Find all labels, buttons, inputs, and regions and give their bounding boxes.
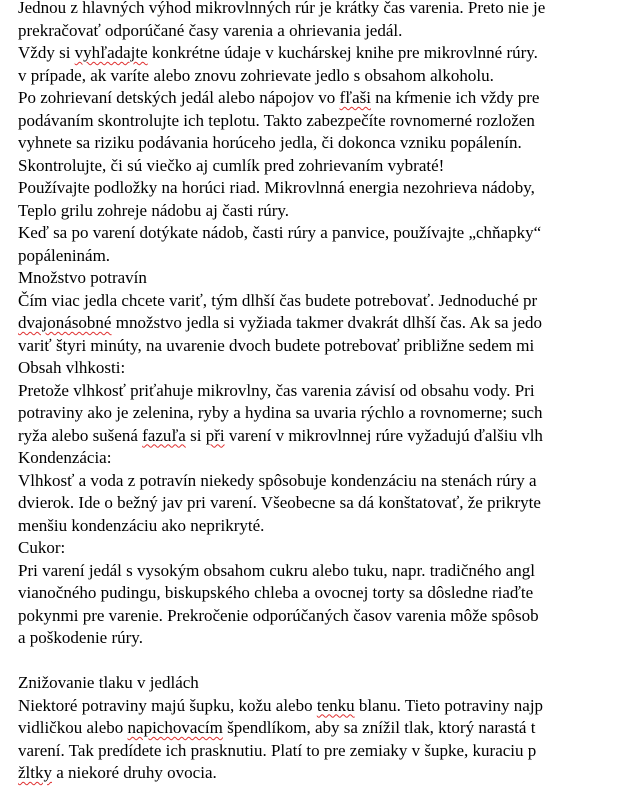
text-run: Niektoré potraviny majú šupku, kožu alebo [18, 695, 317, 715]
text-line [18, 402, 542, 424]
text-run: varení. Tak predídete ich prasknutiu. Platí to pre zemiaky v šupke, kuraciu p [18, 740, 537, 760]
text-run: a niekoré druhy ovocia. [52, 763, 217, 782]
text-line [18, 537, 65, 559]
text-line [18, 110, 535, 132]
text-line [18, 312, 542, 334]
spellcheck-flagged-word: napichovacím [127, 718, 223, 737]
text-line [18, 200, 289, 222]
text-run: špendlíkom, aby sa znížil tlak, ktorý narastá t [222, 718, 536, 737]
spellcheck-flagged-word: při [205, 425, 225, 445]
text-line [18, 335, 534, 357]
text-line [18, 380, 535, 402]
text-run: Po zohrievaní detských jedál alebo nápojov vo [18, 88, 340, 107]
text-run: variť štyri minúty, na uvarenie dvoch budete potrebovať približne sedem mi [18, 335, 535, 355]
text-run: Čím viac jedla chcete variť, tým dlhší čas budete potrebovať. Jednoduché pr [18, 290, 538, 310]
text-run: na kŕmenie ich vždy pre [370, 88, 540, 107]
text-line [18, 605, 539, 627]
text-run: Používajte podložky na horúci riad. Mikrovlnná energia nezohrieva nádoby, [18, 178, 535, 197]
text-line [18, 245, 110, 267]
spellcheck-flagged-word: vyhľadajte [74, 43, 148, 62]
text-line [18, 515, 264, 537]
text-line [18, 762, 217, 784]
text-run: konkrétne údaje v kuchárskej knihe pre mikrovlnné rúry. [147, 43, 538, 62]
text-line [18, 290, 537, 312]
text-run: vianočného pudingu, biskupského chleba a ovocnej torty sa dôsledne riaďte [18, 583, 534, 602]
text-run: Pri varení jedál s vysokým obsahom cukru alebo tuku, napr. tradičného angl [18, 560, 535, 580]
spellcheck-flagged-word: žltky [18, 763, 52, 782]
text-line [18, 492, 541, 514]
text-run: Vlhkosť a voda z potravín niekedy spôsobuje kondenzáciu na stenách rúry a [18, 470, 537, 490]
text-run: množstvo jedla si vyžiada takmer dvakrát dlhší čas. Ak sa jedo [111, 313, 543, 332]
text-line [18, 560, 535, 582]
spellcheck-flagged-word: tenku [316, 695, 355, 715]
text-line [18, 582, 533, 604]
text-line [18, 42, 538, 64]
text-line [18, 447, 111, 469]
text-line [18, 425, 543, 447]
text-run: Keď sa po varení dotýkate nádob, časti rúry a panvice, používajte „chňapky“ [18, 223, 542, 242]
text-line [18, 627, 143, 649]
text-run: Znižovanie tlaku v jedlách [18, 673, 199, 692]
text-run: v prípade, ak varíte alebo znovu zohrievate jedlo s obsahom alkoholu. [18, 65, 494, 85]
text-line [18, 87, 539, 109]
text-run: podávaním skontrolujte ich teplotu. Takto zabezpečíte rovnomerné rozložen [18, 110, 535, 130]
text-run: a poškodenie rúry. [18, 628, 143, 647]
text-line [18, 740, 536, 762]
text-line [18, 155, 444, 177]
text-run: blanu. Tieto potraviny najp [354, 695, 544, 715]
text-run: ryža alebo sušená [18, 425, 143, 445]
text-run: vidličkou alebo [18, 718, 128, 737]
text-line [18, 470, 537, 492]
text-run: Skontrolujte, či sú viečko aj cumlík pred zohrievaním vybraté! [18, 155, 445, 175]
text-run: Kondenzácia: [18, 448, 112, 467]
text-run: popáleninám. [18, 245, 111, 265]
text-line [18, 177, 535, 199]
text-line [18, 717, 535, 739]
spellcheck-flagged-word: fľaši [339, 88, 371, 107]
text-line [18, 672, 199, 694]
text-run: menšiu kondenzáciu ako neprikryté. [18, 515, 265, 535]
text-run: si [185, 425, 206, 445]
text-line [18, 267, 147, 289]
text-line [18, 65, 494, 87]
text-run: potraviny ako je zelenina, ryby a hydina sa uvaria rýchlo a rovnomerne; such [18, 403, 543, 422]
text-run: vyhnete sa riziku podávania horúceho jedla, či dokonca vzniku popálenín. [18, 133, 522, 152]
text-line [18, 695, 543, 717]
text-run: Cukor: [18, 538, 66, 557]
spellcheck-flagged-word: fazuľa [142, 425, 186, 445]
text-run: dvierok. Ide o bežný jav pri varení. Všeobecne sa dá konštatovať, že prikryte [18, 493, 541, 512]
text-run: Množstvo potravín [18, 268, 147, 287]
document-page [18, 0, 627, 798]
text-run: Jednou z hlavných výhod mikrovlnných rúr je krátky čas varenia. Preto nie je [18, 0, 546, 17]
text-run: Teplo grilu zohreje nádobu aj časti rúry. [18, 200, 290, 220]
text-run: Obsah vlhkosti: [18, 358, 126, 377]
text-run: pokynmi pre varenie. Prekročenie odporúčaných časov varenia môže spôsob [18, 605, 539, 625]
text-line [18, 0, 545, 19]
text-line [18, 357, 125, 379]
text-run: varení v mikrovlnnej rúre vyžadujú ďalšiu vlh [224, 425, 543, 445]
text-line [18, 20, 402, 42]
text-line [18, 132, 522, 154]
text-line [18, 222, 541, 244]
spellcheck-flagged-word: dvajonásobné [18, 313, 112, 332]
text-run: prekračovať odporúčané časy varenia a ohrievania jedál. [18, 20, 403, 40]
text-run: Vždy si [18, 43, 75, 62]
text-run: Pretože vlhkosť priťahuje mikrovlny, čas varenia závisí od obsahu vody. Pri [18, 380, 535, 400]
